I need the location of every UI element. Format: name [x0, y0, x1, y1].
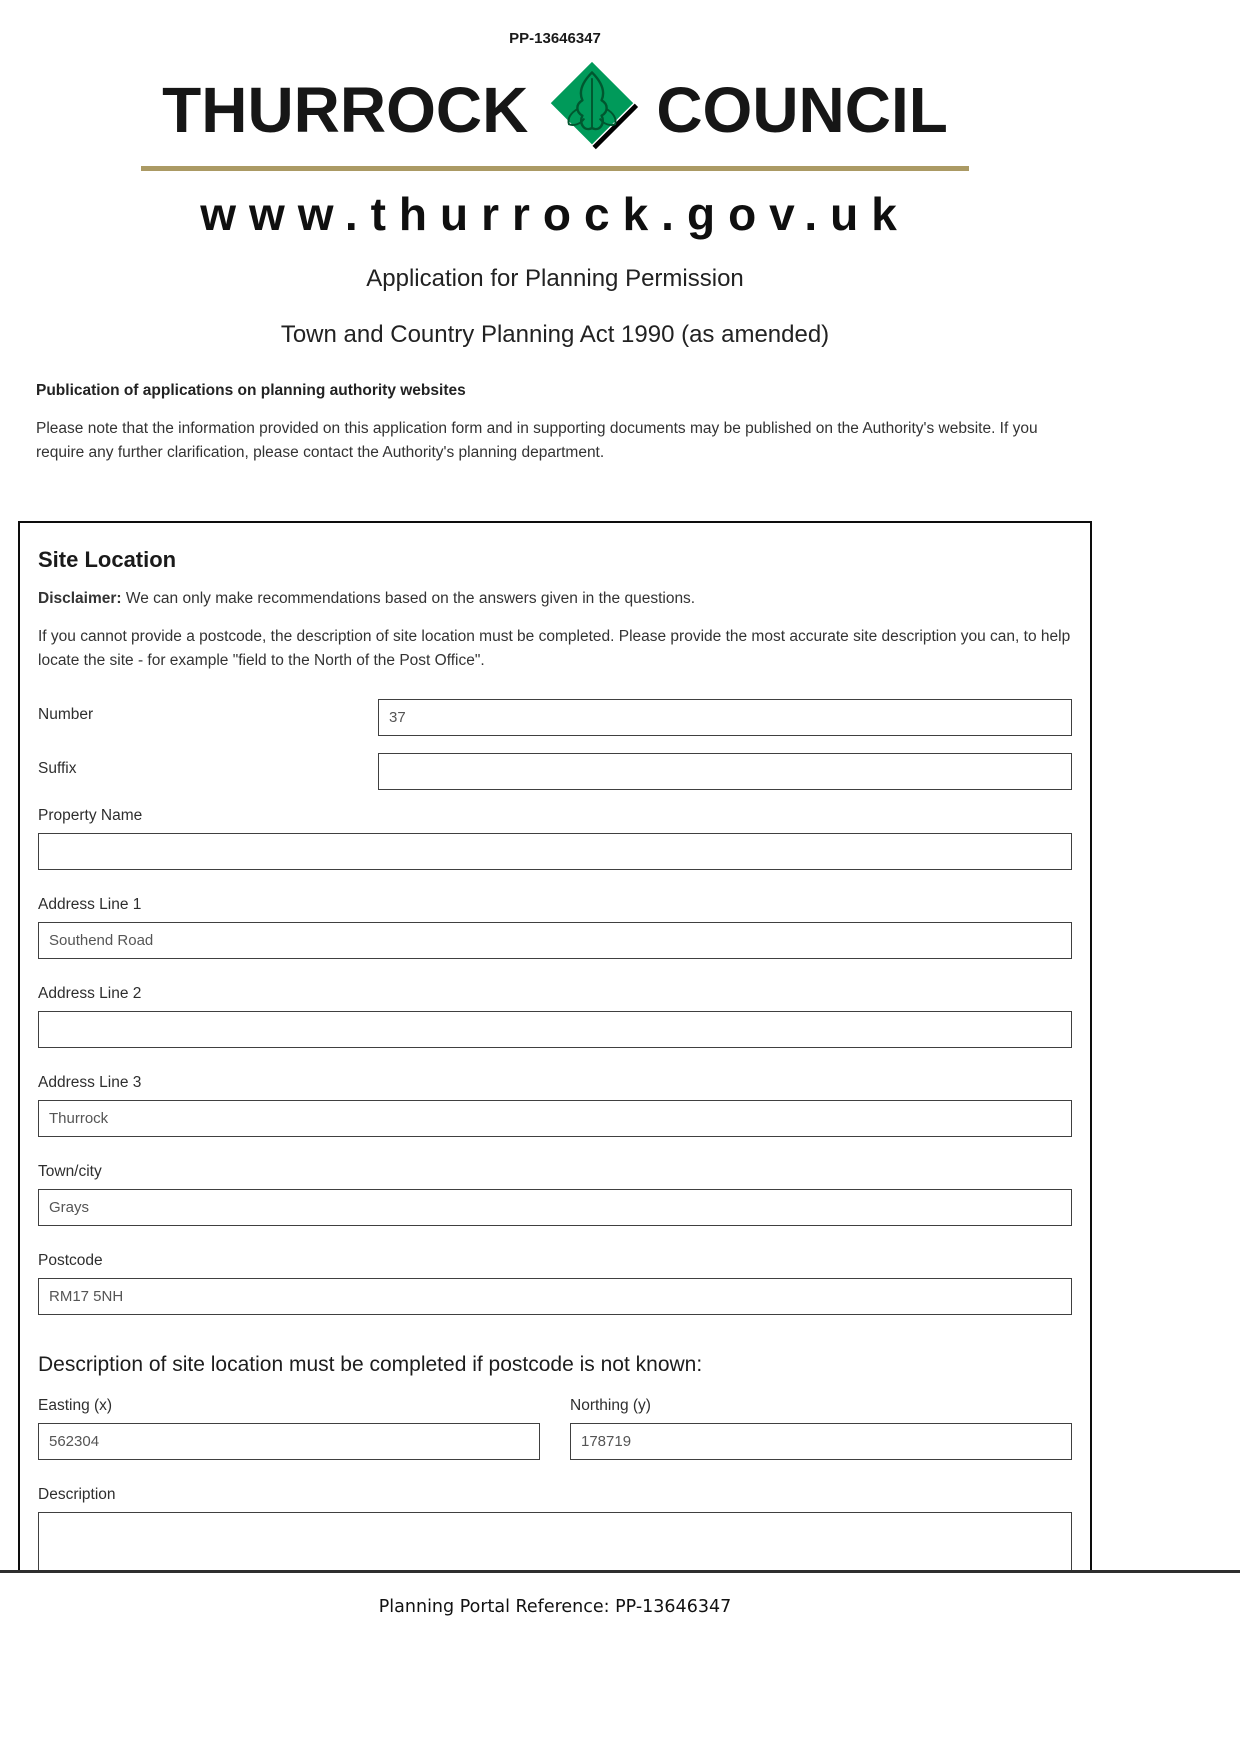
address-line-3-field [38, 1074, 1072, 1137]
suffix-input[interactable] [378, 753, 1072, 790]
postcode-label: Postcode [38, 1252, 103, 1270]
address-line-3-input[interactable] [38, 1100, 1072, 1137]
disclaimer-body: We can only make recommendations based on the answers given in the questions. [121, 590, 696, 608]
description-field [38, 1486, 1072, 1570]
address-line-1-input[interactable] [38, 922, 1072, 959]
site-location-section [18, 521, 1092, 1570]
diamond-leaf-icon [544, 59, 640, 160]
disclaimer-label: Disclaimer: [38, 590, 122, 608]
property-name-input[interactable] [38, 833, 1072, 870]
page-break-rule [0, 1570, 1240, 1573]
address-line-3-label: Address Line 3 [38, 1074, 142, 1092]
logo-word-council: COUNCIL [656, 73, 948, 146]
northing-input[interactable] [570, 1423, 1072, 1460]
logo-gold-rule [141, 166, 969, 171]
property-name-label: Property Name [38, 807, 143, 825]
town-city-field [38, 1163, 1072, 1226]
document-subtitle: Town and Country Planning Act 1990 (as amended) [280, 321, 830, 348]
section-heading: Site Location [38, 547, 177, 573]
planning-portal-reference: Planning Portal Reference: PP-13646347 [378, 1597, 732, 1618]
town-city-input[interactable] [38, 1189, 1072, 1226]
publication-note: Please note that the information provided on this application form and in supporting documents may be published on the Authority's website. If you require any further clarification, please contact the Authority's planning department. [36, 420, 1038, 462]
address-line-2-field [38, 985, 1072, 1048]
address-line-2-input[interactable] [38, 1011, 1072, 1048]
address-form [38, 699, 1072, 1570]
town-city-label: Town/city [38, 1163, 102, 1181]
postcode-input[interactable] [38, 1278, 1072, 1315]
suffix-label: Suffix [38, 760, 77, 778]
page-content [18, 0, 1092, 1570]
postcode-field [38, 1252, 1072, 1315]
northing-label: Northing (y) [570, 1397, 651, 1415]
coordinates-row [38, 1397, 1072, 1460]
easting-label: Easting (x) [38, 1397, 113, 1415]
description-textarea[interactable] [38, 1512, 1072, 1570]
disclaimer-text [38, 587, 1072, 611]
council-logo [18, 59, 1092, 160]
form-reference: PP-13646347 [509, 30, 601, 47]
property-name-field [38, 807, 1072, 870]
easting-field [38, 1397, 540, 1460]
council-website-text: www.thurrock.gov.uk [200, 188, 910, 240]
number-input[interactable] [378, 699, 1072, 736]
document-title: Application for Planning Permission [366, 265, 744, 292]
publication-heading: Publication of applications on planning authority websites [36, 382, 466, 399]
address-line-2-label: Address Line 2 [38, 985, 142, 1003]
number-row [38, 699, 1072, 736]
suffix-row [38, 753, 1072, 790]
postcode-intro-text: If you cannot provide a postcode, the description of site location must be completed. Please provide the most accurate site description you can, to help locate the site - for example "field to the North of the Post Office". [38, 628, 1071, 670]
address-line-1-field [38, 896, 1072, 959]
number-label: Number [38, 706, 94, 724]
description-label: Description [38, 1486, 116, 1504]
northing-field [570, 1397, 1072, 1460]
easting-input[interactable] [38, 1423, 540, 1460]
description-requirement-heading: Description of site location must be completed if postcode is not known: [38, 1353, 703, 1377]
address-line-1-label: Address Line 1 [38, 896, 142, 914]
logo-word-thurrock: THURROCK [162, 73, 529, 146]
